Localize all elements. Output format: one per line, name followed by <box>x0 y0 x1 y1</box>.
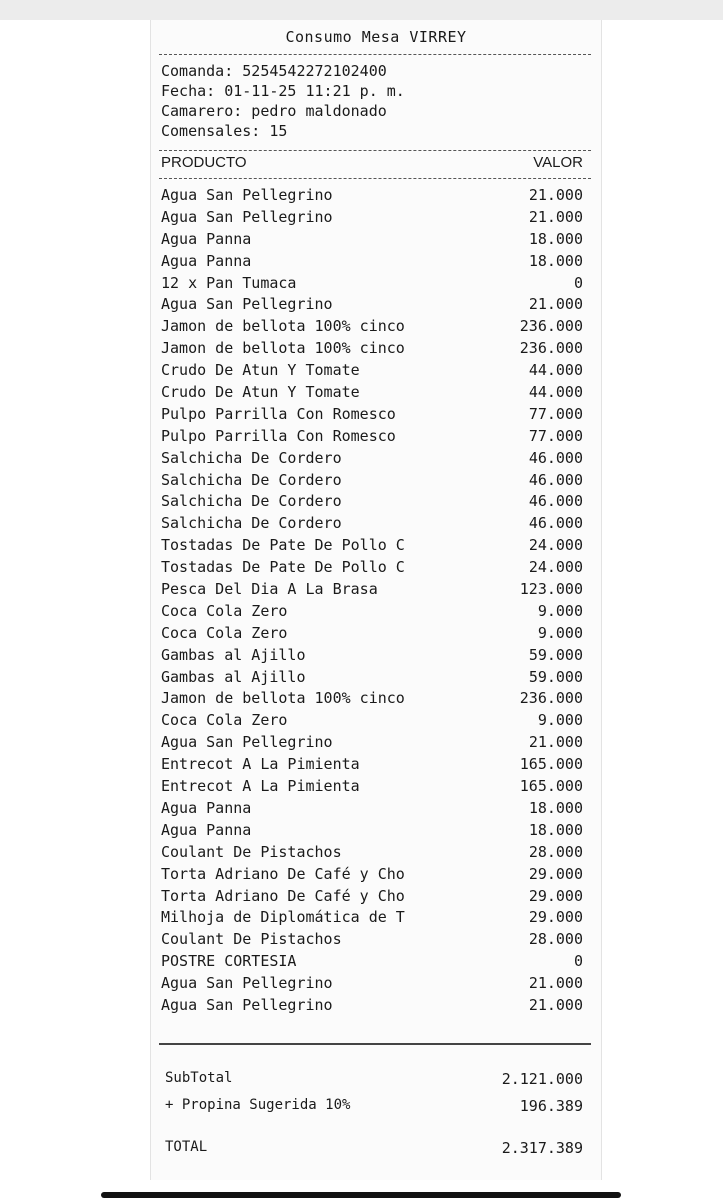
list-item <box>161 798 583 820</box>
item-value: 9.000 <box>537 601 583 620</box>
item-product: Jamon de bellota 100% cinco <box>161 339 405 358</box>
separator <box>159 1043 591 1045</box>
item-product: 12 x Pan Tumaca <box>161 273 297 292</box>
item-value: 59.000 <box>528 667 583 686</box>
item-value: 165.000 <box>519 777 583 796</box>
item-product: Coulant De Pistachos <box>161 930 342 949</box>
item-value: 46.000 <box>528 470 583 489</box>
separator <box>159 54 591 55</box>
receipt <box>150 20 602 1180</box>
item-value: 18.000 <box>528 820 583 839</box>
list-item <box>161 907 583 929</box>
top-status-strip <box>0 0 723 20</box>
item-product: Torta Adriano De Café y Cho <box>161 864 405 883</box>
item-value: 21.000 <box>528 733 583 752</box>
list-item <box>161 404 583 426</box>
list-item <box>161 535 583 557</box>
item-value: 21.000 <box>528 186 583 204</box>
item-list <box>161 185 583 1017</box>
item-value: 46.000 <box>528 514 583 533</box>
list-item <box>161 273 583 295</box>
item-value: 0 <box>573 952 583 971</box>
item-product: Pesca Del Dia A La Brasa <box>161 580 378 599</box>
item-product: Milhoja de Diplomática de T <box>161 908 405 927</box>
item-value: 0 <box>573 273 583 292</box>
item-product: Coca Cola Zero <box>161 623 288 642</box>
item-product: Crudo De Atun Y Tomate <box>161 383 360 402</box>
item-product: Entrecot A La Pimienta <box>161 755 360 774</box>
subtotal-value: 2.121.000 <box>501 1070 583 1088</box>
item-value: 21.000 <box>528 974 583 993</box>
item-product: Agua San Pellegrino <box>161 186 333 204</box>
list-item <box>161 491 583 513</box>
item-value: 18.000 <box>528 229 583 248</box>
list-item <box>161 886 583 908</box>
comensales-line: Comensales: 15 <box>161 122 288 140</box>
item-product: Salchicha De Cordero <box>161 448 342 467</box>
list-item <box>161 382 583 404</box>
item-value: 21.000 <box>528 995 583 1014</box>
item-value: 24.000 <box>528 536 583 555</box>
list-item <box>161 688 583 710</box>
total-label: TOTAL <box>165 1139 208 1155</box>
item-value: 46.000 <box>528 448 583 467</box>
item-product: Coca Cola Zero <box>161 601 288 620</box>
list-item <box>161 557 583 579</box>
separator <box>159 178 591 179</box>
comanda-line: Comanda: 5254542272102400 <box>161 62 387 80</box>
list-item <box>161 185 583 207</box>
item-product: Salchicha De Cordero <box>161 470 342 489</box>
item-value: 29.000 <box>528 886 583 905</box>
item-value: 44.000 <box>528 383 583 402</box>
value-column-header: VALOR <box>533 154 583 171</box>
item-value: 46.000 <box>528 492 583 511</box>
list-item <box>161 864 583 886</box>
total-value: 2.317.389 <box>501 1139 583 1157</box>
item-value: 77.000 <box>528 426 583 445</box>
receipt-title: Consumo Mesa VIRREY <box>285 28 467 46</box>
item-product: Tostadas De Pate De Pollo C <box>161 536 405 555</box>
item-product: Agua San Pellegrino <box>161 295 333 314</box>
fecha-line: Fecha: 01-11-25 11:21 p. m. <box>161 82 405 100</box>
item-value: 29.000 <box>528 908 583 927</box>
item-product: Agua San Pellegrino <box>161 733 333 752</box>
home-indicator[interactable] <box>101 1192 621 1198</box>
list-item <box>161 820 583 842</box>
item-product: Gambas al Ajillo <box>161 645 306 664</box>
list-item <box>161 951 583 973</box>
item-product: Coca Cola Zero <box>161 711 288 730</box>
item-product: Coulant De Pistachos <box>161 842 342 861</box>
list-item <box>161 207 583 229</box>
list-item <box>161 601 583 623</box>
list-item <box>161 929 583 951</box>
product-column-header: PRODUCTO <box>161 154 247 171</box>
list-item <box>161 426 583 448</box>
item-value: 236.000 <box>519 317 583 336</box>
item-value: 28.000 <box>528 930 583 949</box>
item-product: Gambas al Ajillo <box>161 667 306 686</box>
list-item <box>161 360 583 382</box>
item-product: Agua San Pellegrino <box>161 995 333 1014</box>
item-value: 9.000 <box>537 623 583 642</box>
list-item <box>161 623 583 645</box>
item-value: 236.000 <box>519 689 583 708</box>
item-product: Agua Panna <box>161 798 252 817</box>
item-product: Torta Adriano De Café y Cho <box>161 886 405 905</box>
item-product: Pulpo Parrilla Con Romesco <box>161 426 396 445</box>
item-value: 18.000 <box>528 798 583 817</box>
list-item <box>161 645 583 667</box>
item-product: Agua Panna <box>161 229 252 248</box>
item-value: 77.000 <box>528 404 583 423</box>
item-value: 21.000 <box>528 295 583 314</box>
item-value: 18.000 <box>528 251 583 270</box>
list-item <box>161 667 583 689</box>
item-product: Salchicha De Cordero <box>161 492 342 511</box>
item-value: 59.000 <box>528 645 583 664</box>
item-product: Jamon de bellota 100% cinco <box>161 689 405 708</box>
camarero-line: Camarero: pedro maldonado <box>161 102 387 120</box>
item-product: Pulpo Parrilla Con Romesco <box>161 404 396 423</box>
list-item <box>161 754 583 776</box>
item-value: 44.000 <box>528 361 583 380</box>
list-item <box>161 513 583 535</box>
item-product: Tostadas De Pate De Pollo C <box>161 558 405 577</box>
list-item <box>161 470 583 492</box>
item-product: Agua Panna <box>161 820 252 839</box>
item-product: Jamon de bellota 100% cinco <box>161 317 405 336</box>
item-value: 123.000 <box>519 580 583 599</box>
separator <box>159 150 591 151</box>
list-item <box>161 338 583 360</box>
list-item <box>161 842 583 864</box>
list-item <box>161 995 583 1017</box>
item-product: Agua Panna <box>161 251 252 270</box>
list-item <box>161 294 583 316</box>
item-product: Crudo De Atun Y Tomate <box>161 361 360 380</box>
item-value: 236.000 <box>519 339 583 358</box>
list-item <box>161 776 583 798</box>
item-value: 9.000 <box>537 711 583 730</box>
list-item <box>161 579 583 601</box>
item-value: 24.000 <box>528 558 583 577</box>
list-item <box>161 316 583 338</box>
list-item <box>161 732 583 754</box>
tip-label: + Propina Sugerida 10% <box>165 1097 351 1113</box>
list-item <box>161 251 583 273</box>
list-item <box>161 229 583 251</box>
subtotal-label: SubTotal <box>165 1070 233 1086</box>
list-item <box>161 448 583 470</box>
item-product: Salchicha De Cordero <box>161 514 342 533</box>
tip-value: 196.389 <box>519 1097 583 1115</box>
item-value: 21.000 <box>528 207 583 226</box>
item-product: Entrecot A La Pimienta <box>161 777 360 796</box>
item-product: POSTRE CORTESIA <box>161 952 297 971</box>
item-product: Agua San Pellegrino <box>161 207 333 226</box>
item-value: 165.000 <box>519 755 583 774</box>
list-item <box>161 710 583 732</box>
item-value: 29.000 <box>528 864 583 883</box>
column-header <box>161 154 583 171</box>
item-value: 28.000 <box>528 842 583 861</box>
item-product: Agua San Pellegrino <box>161 974 333 993</box>
list-item <box>161 973 583 995</box>
